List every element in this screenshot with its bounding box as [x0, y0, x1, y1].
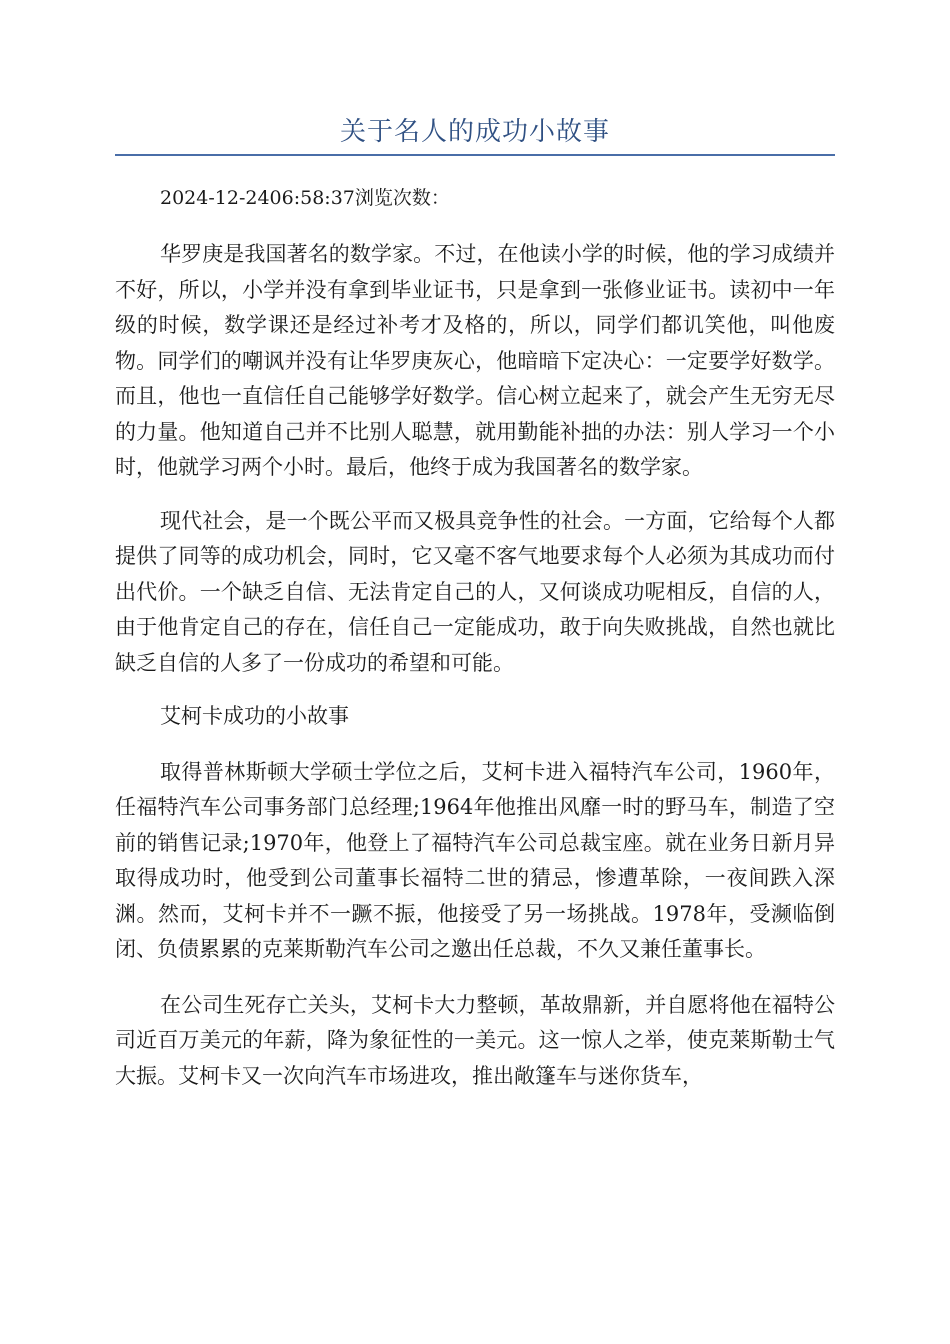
paragraph-iacocca-career: 取得普林斯顿大学硕士学位之后，艾柯卡进入福特汽车公司，1960年，任福特汽车公司事务部门总经理;1964年他推出风靡一时的野马车，制造了空前的销售记录;1970年，他登上了福特汽车公司总裁宝座。就在业务日新月异取得成功时，他受到公司董事长福特二世的猜忌，惨遭革除，一夜间跌入深渊。然而，艾柯卡并不一蹶不振，他接受了另一场挑战。1978年，受濒临倒闭、负债累累的克莱斯勒汽车公司之邀出任总裁，不久又兼任董事长。: [115, 759, 835, 961]
section-heading-iacocca: 艾柯卡成功的小故事: [160, 704, 349, 728]
document-page: [115, 0, 835, 1094]
publish-meta: 2024-12-2406:58:37浏览次数：: [160, 187, 450, 209]
title-underline: [115, 154, 835, 156]
paragraph-hua-luogeng: 华罗庚是我国著名的数学家。不过，在他读小学的时候，他的学习成绩并不好，所以，小学并没有拿到毕业证书，只是拿到一张修业证书。读初中一年级的时候，数学课还是经过补考才及格的，所以，同学们都讥笑他，叫他废物。同学们的嘲讽并没有让华罗庚灰心，他暗暗下定决心：一定要学好数学。而且，他也一直信任自己能够学好数学。信心树立起来了，就会产生无穷无尽的力量。他知道自己并不比别人聪慧，就用勤能补拙的办法：别人学习一个小时，他就学习两个小时。最后，他终于成为我国著名的数学家。: [115, 242, 835, 479]
paragraph-iacocca-chrysler: 在公司生死存亡关头，艾柯卡大力整顿，革故鼎新，并自愿将他在福特公司近百万美元的年薪，降为象征性的一美元。这一惊人之举，使克莱斯勒士气大振。艾柯卡又一次向汽车市场进攻，推出敞篷车与迷你货车，: [115, 992, 835, 1088]
document-title: 关于名人的成功小故事: [339, 117, 610, 147]
paragraph-modern-society: 现代社会，是一个既公平而又极具竞争性的社会。一方面，它给每个人都提供了同等的成功机会，同时，它又毫不客气地要求每个人必须为其成功而付出代价。一个缺乏自信、无法肯定自己的人，又何谈成功呢相反，自信的人，由于他肯定自己的存在，信任自己一定能成功，敢于向失败挑战，自然也就比缺乏自信的人多了一份成功的希望和可能。: [115, 508, 835, 675]
